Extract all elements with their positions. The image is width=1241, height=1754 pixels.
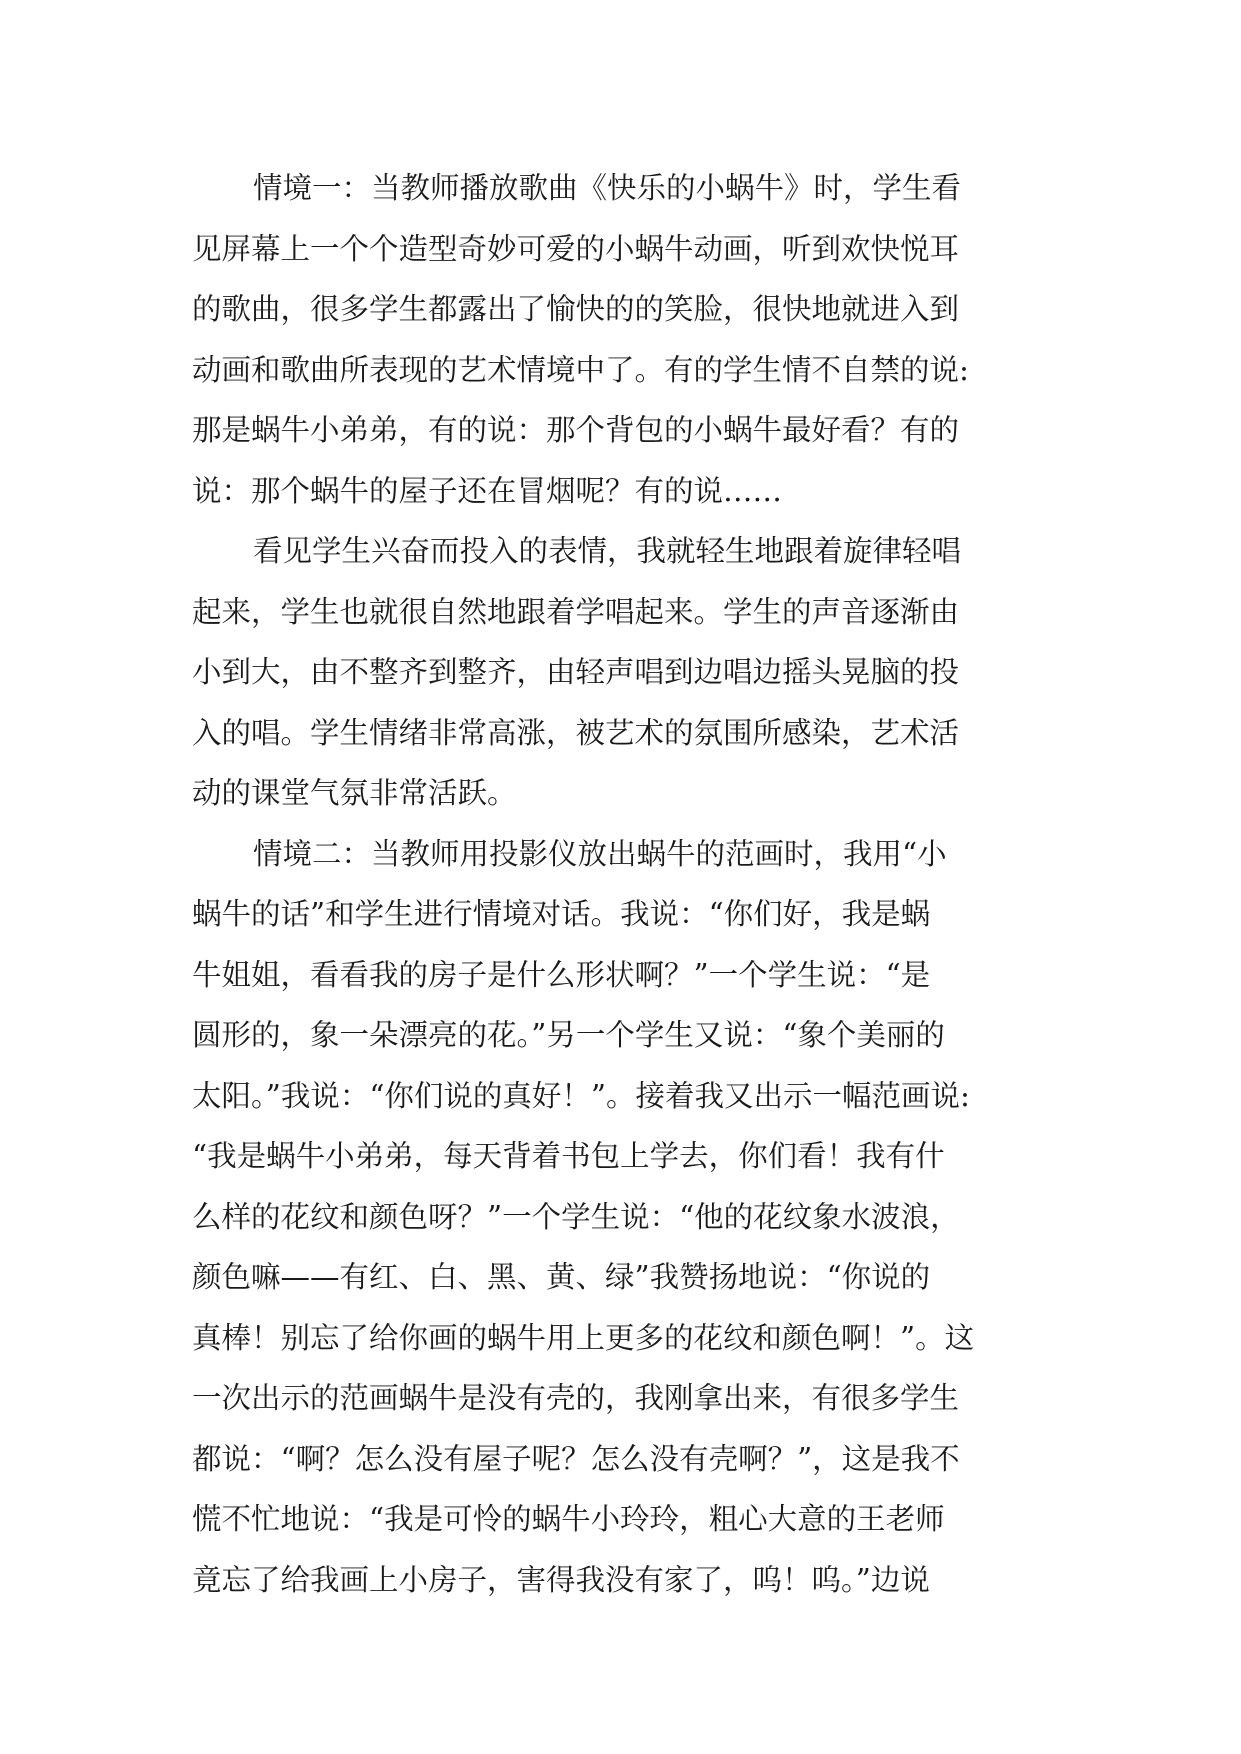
text-line: 牛姐姐，看看我的房子是什么形状啊？”一个学生说：“是 [192,957,931,992]
text-line: 情境一：当教师播放歌曲《快乐的小蜗牛》时，学生看 [253,171,962,205]
text-line: 动画和歌曲所表现的艺术情境中了。有的学生情不自禁的说: [192,352,969,387]
text-line: 动的课堂气氛非常活跃。 [192,776,517,810]
paragraph-scenario-two [192,824,1050,1611]
text-line: 都说：“啊？怎么没有屋子呢？怎么没有壳啊？”，这是我不 [192,1441,960,1476]
text-line: 起来，学生也就很自然地跟着学唱起来。学生的声音逐渐由 [192,594,960,629]
text-line: 蜗牛的话”和学生进行情境对话。我说：“你们好，我是蜗 [192,897,931,931]
text-line: 小到大，由不整齐到整齐，由轻声唱到边唱边摇头晃脑的投 [192,655,960,689]
paragraph-students-singing [192,521,1050,824]
text-line: 圆形的，象一朵漂亮的花。”另一个学生又说：“象个美丽的 [192,1018,945,1052]
text-line: 的歌曲，很多学生都露出了愉快的的笑脸，很快地就进入到 [192,292,960,326]
text-line: 太阳。”我说：“你们说的真好！”。接着我又出示一幅范画说: [192,1078,970,1113]
text-line: 么样的花纹和颜色呀？”一个学生说：“他的花纹象水波浪， [192,1199,960,1234]
paragraph-scenario-one [192,158,1050,521]
text-line: 见屏幕上一个个造型奇妙可爱的小蜗牛动画，听到欢快悦耳 [192,231,960,266]
text-line: 真棒！别忘了给你画的蜗牛用上更多的花纹和颜色啊！”。这 [192,1320,975,1355]
text-line: 那是蜗牛小弟弟，有的说：那个背包的小蜗牛最好看？有的 [192,413,960,447]
text-line: 看见学生兴奋而投入的表情，我就轻生地跟着旋律轻唱 [253,534,962,568]
text-line: 入的唱。学生情绪非常高涨，被艺术的氛围所感染，艺术活 [192,715,960,750]
text-line: “我是蜗牛小弟弟，每天背着书包上学去，你们看！我有什 [192,1139,945,1173]
text-line: 慌不忙地说：“我是可怜的蜗牛小玲玲，粗心大意的王老师 [192,1502,945,1536]
text-line: 说：那个蜗牛的屋子还在冒烟呢？有的说…… [192,473,783,508]
text-line: 颜色嘛——有红、白、黑、黄、绿”我赞扬地说：“你说的 [192,1260,931,1294]
text-line: 情境二：当教师用投影仪放出蜗牛的范画时，我用“小 [253,836,947,871]
text-line: 一次出示的范画蜗牛是没有壳的，我刚拿出来，有很多学生 [192,1381,960,1415]
text-line: 竟忘了给我画上小房子，害得我没有家了，呜！呜。”边说 [192,1562,930,1597]
body-text [192,158,1050,1610]
